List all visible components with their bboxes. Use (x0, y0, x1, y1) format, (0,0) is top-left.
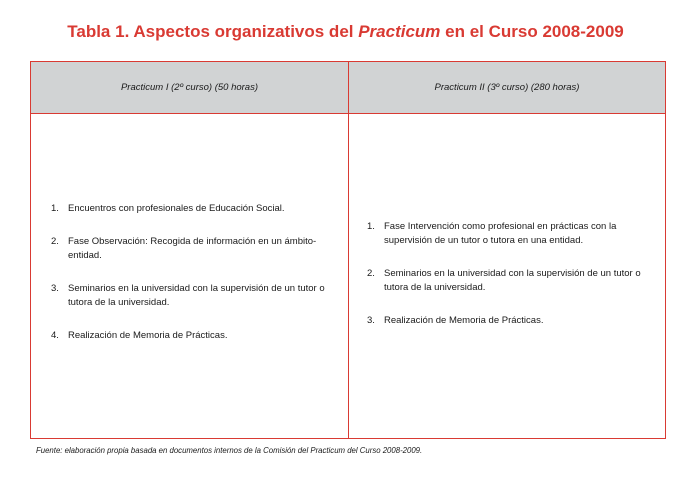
item-number: 4. (51, 330, 59, 341)
item-number: 1. (51, 203, 59, 214)
item-text: Seminarios en la universidad con la supervisión de un tutor o tutora de la universidad. (384, 268, 641, 293)
item-number: 3. (367, 315, 375, 326)
list-item (367, 220, 659, 248)
table-title-suffix: en el Curso 2008-2009 (440, 22, 624, 41)
item-text: Fase Intervención como profesional en prácticas con la supervisión de un tutor o tutora en una entidad. (384, 221, 617, 246)
table-title-italic: Practicum (358, 22, 441, 41)
item-text: Realización de Memoria de Prácticas. (384, 315, 544, 326)
column-divider (348, 62, 349, 438)
item-number: 1. (367, 221, 375, 232)
list-item (51, 235, 331, 263)
item-text: Realización de Memoria de Prácticas. (68, 330, 228, 341)
header-practicum-ii: Practicum II (3º curso) (280 horas) (434, 82, 580, 93)
list-item (51, 282, 331, 310)
practicum-ii-list (367, 220, 659, 347)
item-number: 2. (51, 236, 59, 247)
list-item (51, 329, 331, 343)
header-practicum-i: Practicum I (2º curso) (50 horas) (120, 82, 259, 93)
practicum-i-list (51, 202, 331, 362)
table-title-prefix: Tabla 1. Aspectos organizativos del (67, 22, 359, 41)
item-number: 2. (367, 268, 375, 279)
item-text: Fase Observación: Recogida de información en un ámbito-entidad. (68, 236, 317, 261)
item-text: Encuentros con profesionales de Educación Social. (68, 203, 285, 214)
item-text: Seminarios en la universidad con la supervisión de un tutor o tutora de la universidad. (68, 283, 325, 308)
list-item (51, 202, 331, 216)
list-item (367, 314, 659, 328)
source-note: Fuente: elaboración propia basada en documentos internos de la Comisión del Practicum del Curso 2008-2009. (36, 446, 423, 455)
list-item (367, 267, 659, 295)
table-title (0, 22, 691, 42)
practicum-table (30, 61, 666, 439)
item-number: 3. (51, 283, 59, 294)
